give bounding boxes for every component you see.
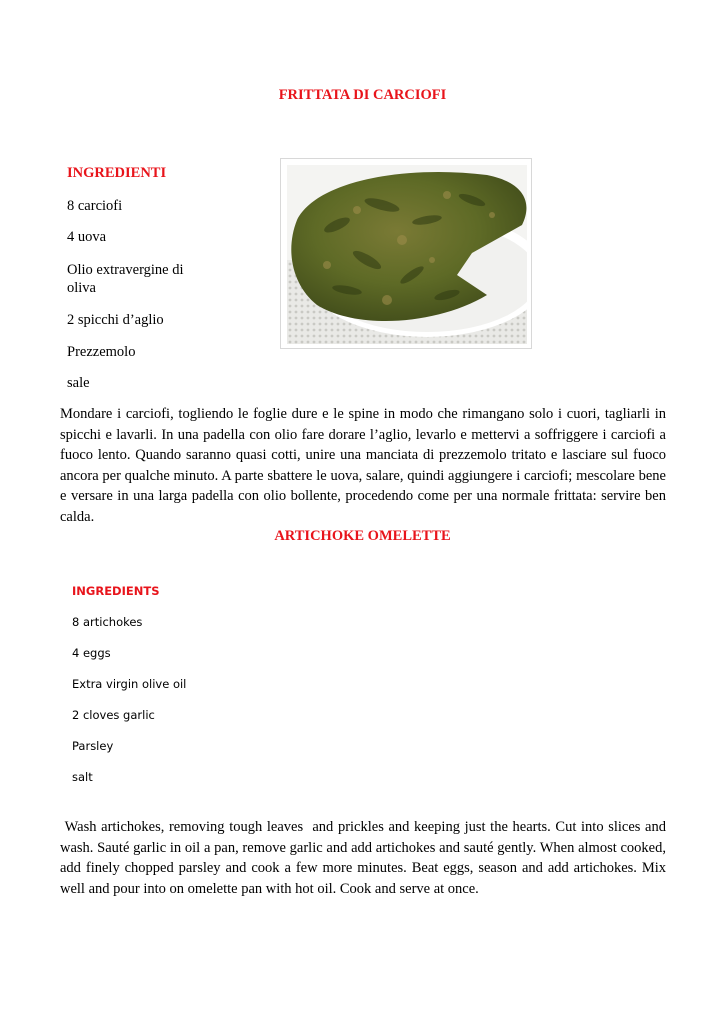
- ingredient-item: 8 artichokes: [72, 615, 143, 629]
- ingredient-item: 8 carciofi: [67, 198, 123, 214]
- ingredients-heading-english: INGREDIENTS: [72, 584, 160, 598]
- ingredient-item: 4 eggs: [72, 646, 111, 660]
- method-english: Wash artichokes, removing tough leaves and prickles and keeping just the hearts. Cut into slices and wash. Sauté garlic in oil a pan, remove garlic and add artichokes and sauté gently. When almost cooked, add finely chopped parsley and cook a few more minutes. Beat eggs, season and add artichokes. Mix well and pour into on omelette pan with hot oil. Cook and serve at once.: [60, 819, 670, 897]
- recipe-title-english: ARTICHOKE OMELETTE: [274, 528, 451, 544]
- ingredient-item: Olio extravergine di: [67, 262, 184, 278]
- ingredient-item: oliva: [67, 280, 96, 296]
- ingredient-item: salt: [72, 770, 93, 784]
- frittata-image: [287, 165, 527, 344]
- ingredient-item: 4 uova: [67, 229, 107, 245]
- ingredient-item: Prezzemolo: [67, 344, 136, 360]
- recipe-title-italian: FRITTATA DI CARCIOFI: [278, 87, 447, 103]
- ingredient-item: Parsley: [72, 739, 114, 753]
- artichoke-frittata-photo: [280, 158, 532, 349]
- ingredients-heading-italian: INGREDIENTI: [67, 165, 167, 181]
- ingredient-item: Extra virgin olive oil: [72, 677, 187, 691]
- method-italian: Mondare i carciofi, togliendo le foglie dure e le spine in modo che rimangano solo i cuori, tagliarli in spicchi e lavarli. In una padella con olio fare dorare l’aglio, levarlo e mettervi a soffriggere i carciofi a fuoco lento. Quando saranno quasi cotti, unire una manciata di prezzemolo tritato e lasciare sul fuoco ancora per qualche minuto. A parte sbattere le uova, salare, quindi aggiungere i carciofi; mescolare bene e versare in una larga padella con olio bollente, procedendo come per una normale frittata: servire ben calda.: [60, 406, 666, 525]
- ingredient-item: sale: [67, 375, 90, 391]
- ingredient-item: 2 cloves garlic: [72, 708, 155, 722]
- ingredient-item: 2 spicchi d’aglio: [67, 312, 164, 328]
